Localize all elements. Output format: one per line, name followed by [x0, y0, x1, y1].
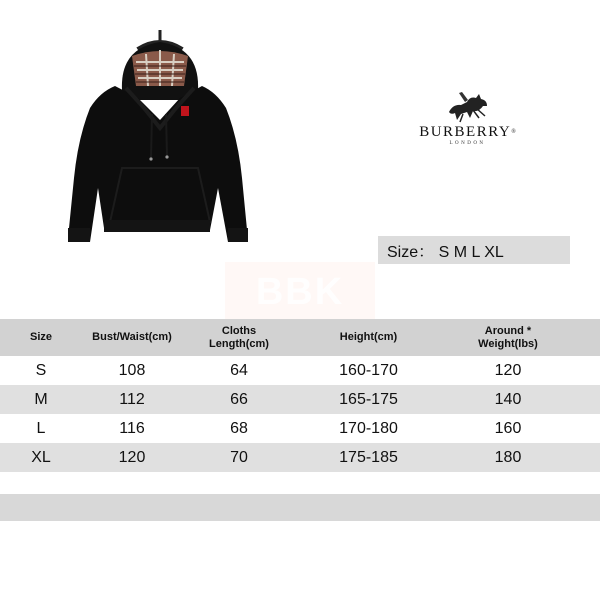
- cell-size: XL: [31, 448, 51, 466]
- cell-bust: 112: [119, 390, 145, 408]
- watermark-text: BBK: [255, 270, 345, 313]
- header-length-line1: Cloths: [221, 324, 257, 337]
- cell-length: 66: [230, 390, 248, 408]
- cell-length: 70: [230, 448, 248, 466]
- cell-bust: 120: [118, 448, 146, 466]
- table-header: [0, 319, 600, 356]
- product-image: [60, 28, 260, 253]
- brand-logo: [400, 90, 535, 160]
- cell-height: 165-175: [339, 390, 398, 408]
- cell-height: 175-185: [339, 448, 398, 466]
- header-weight-line2: Weight(lbs): [478, 337, 538, 350]
- logo-patch: [181, 106, 189, 116]
- cell-height: 170-180: [339, 419, 398, 437]
- table-row: [0, 385, 600, 414]
- cell-weight: 140: [494, 390, 522, 408]
- table-row: [0, 443, 600, 472]
- header-size: Size: [29, 331, 52, 343]
- hoodie-illustration: [60, 28, 260, 253]
- cell-bust: 116: [119, 419, 145, 437]
- footer-bar: [0, 494, 600, 521]
- table-row: [0, 414, 600, 443]
- cell-height: 160-170: [339, 361, 398, 379]
- available-sizes-label: Size： S M L XL: [387, 243, 504, 261]
- header-weight-line1: Around *: [484, 324, 532, 337]
- cell-size: S: [35, 361, 47, 379]
- available-sizes-bar: [378, 236, 570, 264]
- cell-size: L: [36, 419, 46, 437]
- cell-weight: 160: [494, 419, 522, 437]
- brand-subtitle: LONDON: [449, 141, 486, 146]
- size-chart-table: [0, 319, 600, 472]
- brand-name: BURBERRY®: [419, 124, 516, 140]
- cell-length: 68: [230, 419, 248, 437]
- cell-weight: 120: [494, 361, 522, 379]
- watermark: [225, 262, 375, 322]
- header-length: [182, 325, 296, 351]
- cell-weight: 180: [494, 448, 522, 466]
- header-length-line2: Length(cm): [209, 337, 269, 350]
- header-height: Height(cm): [339, 331, 398, 343]
- cell-bust: 108: [118, 361, 146, 379]
- cell-length: 64: [230, 361, 248, 379]
- header-bust: Bust/Waist(cm): [92, 331, 172, 343]
- cell-size: M: [34, 390, 48, 408]
- table-row: [0, 356, 600, 385]
- equestrian-knight-icon: [443, 90, 493, 124]
- header-weight: [441, 325, 575, 351]
